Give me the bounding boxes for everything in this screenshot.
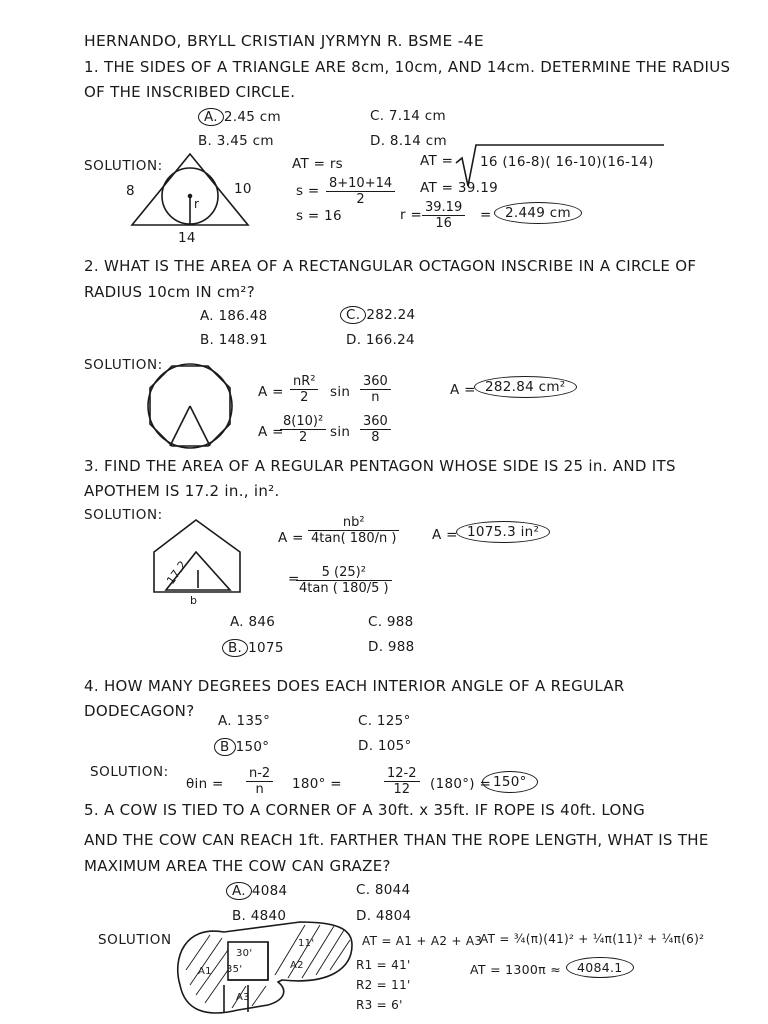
q1-option-d: D. 8.14 cm xyxy=(370,133,447,149)
q5-fig-35: 35' xyxy=(226,964,243,975)
q4-eq-frac1: $\frac{n-2}{n}$ xyxy=(246,766,273,797)
q1-text-line2: OF THE INSCRIBED CIRCLE. xyxy=(84,83,296,101)
q4-text-line2: DODECAGON? xyxy=(84,702,195,720)
q3-eq2-frac: $\frac{\text{5 (25)²}}{4\tan ( 180/5 )}$ xyxy=(296,565,392,596)
q2-eq1-lhs: A = xyxy=(258,384,284,400)
q5-eq-at-expanded: AT = ¾(π)(41)² + ¼π(11)² + ¼π(6)² xyxy=(480,932,705,946)
q4-option-d: D. 105° xyxy=(358,738,412,754)
q1-text-line1: 1. THE SIDES OF A TRIANGLE ARE 8cm, 10cm, AND 14cm. DETERMINE THE RADIUS xyxy=(84,58,731,76)
q2-eq1-sin: sin xyxy=(330,384,351,400)
q5-option-c: C. 8044 xyxy=(356,882,411,898)
q1-eq-at: AT = rs xyxy=(292,156,344,172)
q1-eq-at-radicand: 16 (16-8)( 16-10)(16-14) xyxy=(480,154,654,170)
q2-eq1-angle: $\frac{360}{n}$ xyxy=(360,374,391,405)
q5-fig-11: 11' xyxy=(298,938,315,949)
q1-eq-s-value: s = 16 xyxy=(296,208,342,224)
q2-option-a: A. 186.48 xyxy=(200,308,268,324)
q3-answer-lhs: A = xyxy=(432,527,458,543)
q5-eq-at-sum: AT = A1 + A2 + A3 xyxy=(362,934,483,948)
q4-option-b: B 150° xyxy=(214,738,269,756)
q5-fig-a1: A1 xyxy=(198,966,212,977)
q5-r1: R1 = 41' xyxy=(356,958,411,972)
q2-option-d: D. 166.24 xyxy=(346,332,415,348)
q2-text-line1: 2. WHAT IS THE AREA OF A RECTANGULAR OCTAGON INSCRIBE IN A CIRCLE OF xyxy=(84,257,697,275)
q5-option-b: B. 4840 xyxy=(232,908,287,924)
q3-answer: 1075.3 in² xyxy=(456,521,550,543)
q3-text-line1: 3. FIND THE AREA OF A REGULAR PENTAGON WHOSE SIDE IS 25 in. AND ITS xyxy=(84,457,676,475)
q3-option-b: B. 1075 xyxy=(222,639,284,657)
q3-option-d: D. 988 xyxy=(368,639,415,655)
q1-fig-side-14: 14 xyxy=(178,230,196,246)
q1-eq-r-lhs: r = xyxy=(400,207,423,223)
q1-eq-at-value: AT = 39.19 xyxy=(420,180,498,196)
student-header: HERNANDO, BRYLL CRISTIAN JYRMYN R. BSME -4E xyxy=(84,32,484,50)
q3-solution-label: SOLUTION: xyxy=(84,507,163,523)
q5-r2: R2 = 11' xyxy=(356,978,411,992)
q4-answer: 150° xyxy=(482,771,538,793)
q5-answer: 4084.1 xyxy=(566,957,634,978)
q5-fig-a2: A2 xyxy=(290,960,304,971)
q5-solution-label: SOLUTION xyxy=(98,932,172,948)
q2-answer: 282.84 cm² xyxy=(474,376,577,398)
q1-answer: 2.449 cm xyxy=(494,202,582,224)
octagon-circle-figure xyxy=(148,364,232,448)
q4-eq-frac2: $\frac{12-2}{12}$ xyxy=(384,766,420,797)
q1-eq-r-equals: = xyxy=(480,207,492,223)
q3-text-line2: APOTHEM IS 17.2 in., in². xyxy=(84,482,280,500)
q5-fig-a3: A3 xyxy=(236,992,250,1003)
q1-solution-label: SOLUTION: xyxy=(84,158,163,174)
q3-fig-b: b xyxy=(190,594,198,607)
q1-fig-side-8: 8 xyxy=(126,183,135,199)
q1-option-b: B. 3.45 cm xyxy=(198,133,274,149)
q3-option-a: A. 846 xyxy=(230,614,276,630)
q4-option-c: C. 125° xyxy=(358,713,411,729)
q4-text-line1: 4. HOW MANY DEGREES DOES EACH INTERIOR ANGLE OF A REGULAR xyxy=(84,677,625,695)
q5-text-line2: AND THE COW CAN REACH 1ft. FARTHER THAN THE ROPE LENGTH, WHAT IS THE xyxy=(84,831,709,849)
q1-eq-r-frac: $\frac{39.19}{16}$ xyxy=(422,200,465,231)
q4-eq-mid: 180° = xyxy=(292,776,342,792)
q1-option-c: C. 7.14 cm xyxy=(370,108,446,124)
q5-eq-at-result: AT = 1300π ≈ xyxy=(470,962,562,977)
q1-fig-r: r xyxy=(194,197,200,211)
q2-eq2-sin: sin xyxy=(330,424,351,440)
q1-eq-s-lhs: s = xyxy=(296,183,320,199)
q3-eq2-lhs: = xyxy=(288,571,300,587)
q1-fig-side-10: 10 xyxy=(234,181,252,197)
q4-eq-tail: (180°) = xyxy=(430,776,492,792)
q2-eq2-frac: $\frac{\text{8(10)²}}{2}$ xyxy=(280,414,326,445)
q3-fig-apothem: 17.2 xyxy=(164,558,190,587)
q2-eq2-lhs: A = xyxy=(258,424,284,440)
q5-option-d: D. 4804 xyxy=(356,908,412,924)
q5-r3: R3 = 6' xyxy=(356,998,403,1012)
q2-answer-lhs: A = xyxy=(450,382,476,398)
q2-text-line2: RADIUS 10cm IN cm²? xyxy=(84,283,255,301)
q3-option-c: C. 988 xyxy=(368,614,414,630)
q2-eq2-angle: $\frac{360}{8}$ xyxy=(360,414,391,445)
q3-eq1-lhs: A = xyxy=(278,530,304,546)
q1-eq-s-frac: $\frac{8+10+14}{2}$ xyxy=(326,176,395,207)
q4-solution-label: SOLUTION: xyxy=(90,764,169,780)
q2-solution-label: SOLUTION: xyxy=(84,357,163,373)
q5-fig-30: 30' xyxy=(236,948,253,959)
q2-eq1-frac: $\frac{\text{nR²}}{2}$ xyxy=(290,374,318,405)
q3-eq1-frac: $\frac{\text{nb²}}{4\tan( 180/n )}$ xyxy=(308,515,399,546)
q2-option-c: C. 282.24 xyxy=(340,306,415,324)
q4-option-a: A. 135° xyxy=(218,713,271,729)
q5-text-line1: 5. A COW IS TIED TO A CORNER OF A 30ft. x 35ft. IF ROPE IS 40ft. LONG xyxy=(84,801,646,819)
q1-option-a: A. 2.45 cm xyxy=(198,108,281,126)
q4-eq-lhs: θin = xyxy=(186,776,224,792)
q5-option-a: A. 4084 xyxy=(226,882,287,900)
q1-eq-at-lhs: AT = xyxy=(420,153,454,169)
q2-option-b: B. 148.91 xyxy=(200,332,268,348)
q5-text-line3: MAXIMUM AREA THE COW CAN GRAZE? xyxy=(84,857,391,875)
